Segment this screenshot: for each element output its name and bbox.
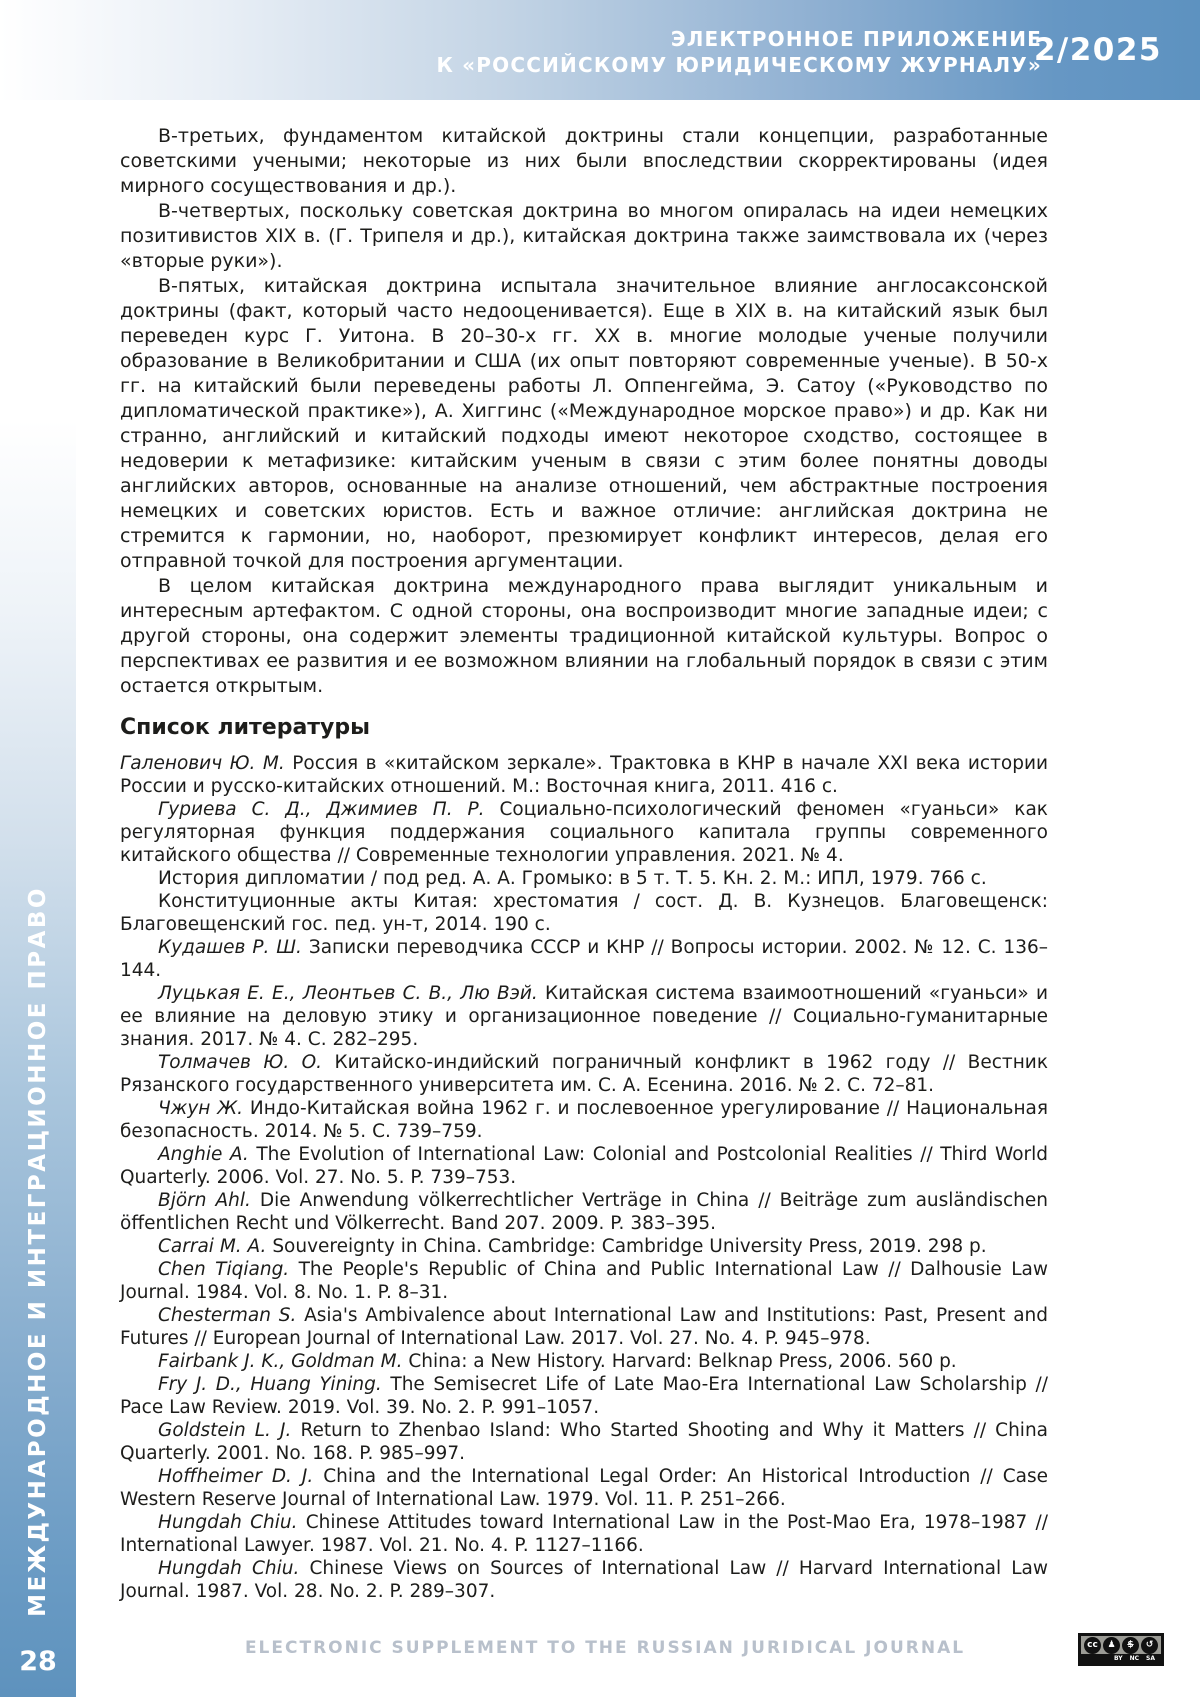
cc-icon: cc — [1084, 1637, 1101, 1654]
reference-entry — [120, 1258, 1048, 1304]
bibliography-heading: Список литературы — [120, 715, 371, 740]
cc-sa-icon: ↺ — [1141, 1637, 1158, 1654]
reference-text: Chinese Views on Sources of International Law // Harvard International Law Journal. 1987. Vol. 28. No. 2. P. 289–307. — [120, 1558, 1048, 1602]
reference-text: Индо-Китайская война 1962 г. и послевоенное урегулирование // Национальная безопасность. 2014. № 5. С. 739–759. — [120, 1098, 1049, 1142]
reference-text: The People's Republic of China and Public International Law // Dalhousie Law Journal. 1984. Vol. 8. No. 1. P. 8–31. — [120, 1259, 1048, 1303]
cc-license-badge — [1078, 1633, 1164, 1666]
section-side-strip — [0, 100, 76, 1697]
footer-journal-name: ELECTRONIC SUPPLEMENT TO THE RUSSIAN JURIDICAL JOURNAL — [244, 1638, 966, 1658]
body-paragraph: В-пятых, китайская доктрина испытала значительное влияние англосаксонской доктрины (факт, который часто недооценивается). Еще в XIX в. на китайский язык был переведен курс Г. Уитона. В 20–30-х гг. XX в. многие молодые ученые получили образование в Великобритании и США (их опыт повторяют современные ученые). В 50-х гг. на китайский были переведены работы Л. Оппенгейма, Э. Сатоу («Руководство по дипломатической практике»), А. Хиггинс («Международное морское право») и др. Как ни странно, английский и китайский подходы имеют некоторое сходство, состоящее в недоверии к метафизике: китайским ученым в связи с этим более понятны доводы английских авторов, основанные на анализе отношений, чем абстрактные построения немецких и советских юристов. Есть и важное отличие: английская доктрина не стремится к гармонии, но, наоборот, презюмирует конфликт интересов, делая его отправной точкой для построения аргументации. — [120, 275, 1048, 572]
reference-list — [120, 752, 1048, 1603]
reference-entry — [120, 1097, 1048, 1143]
reference-text: Китайско-индийский пограничный конфликт в 1962 году // Вестник Рязанского государственного университета им. С. А. Есенина. 2016. № 2. С. 72–81. — [120, 1052, 1049, 1096]
cc-by-icon: ♟ — [1103, 1637, 1120, 1654]
reference-entry — [120, 752, 1048, 798]
reference-authors: Björn Ahl. — [158, 1190, 260, 1211]
reference-authors: Кудашев Р. Ш. — [158, 937, 309, 958]
section-title-vertical: МЕЖДУНАРОДНОЕ И ИНТЕГРАЦИОННОЕ ПРАВО — [25, 886, 51, 1617]
reference-authors: Goldstein L. J. — [158, 1420, 301, 1441]
reference-authors: Чжун Ж. — [158, 1098, 250, 1119]
reference-entry — [120, 1511, 1048, 1557]
reference-text: Souvereignty in China. Cambridge: Cambridge University Press, 2019. 298 p. — [272, 1236, 987, 1257]
reference-authors: Chen Tiqiang. — [158, 1259, 299, 1280]
reference-authors: Галенович Ю. М. — [120, 753, 293, 774]
reference-entry — [120, 1235, 1048, 1258]
reference-entry — [120, 1419, 1048, 1465]
reference-authors: Carrai M. A. — [158, 1236, 273, 1257]
reference-authors: Луцькая Е. Е., Леонтьев С. В., Лю Вэй. — [158, 983, 545, 1004]
reference-entry — [120, 1051, 1048, 1097]
reference-text: Die Anwendung völkerrechtlicher Verträge in China // Beiträge zum ausländischen öffentlichen Recht und Völkerrecht. Band 207. 2009. P. 383–395. — [120, 1190, 1048, 1234]
reference-text: China and the International Legal Order: An Historical Introduction // Case Western Reserve Journal of International Law. 1979. Vol. 11. P. 251–266. — [120, 1466, 1048, 1510]
article-body — [120, 124, 1048, 1603]
reference-entry — [120, 1189, 1048, 1235]
reference-text: Китайская система взаимоотношений «гуаньси» и ее влияние на деловую этику и организационное поведение // Социально-гуманитарные знания. 2017. № 4. С. 282–295. — [120, 983, 1049, 1050]
reference-text: Return to Zhenbao Island: Who Started Shooting and Why it Matters // China Quarterly. 2001. No. 168. P. 985–997. — [120, 1420, 1049, 1464]
reference-entry — [120, 1304, 1048, 1350]
reference-text: Записки переводчика СССР и КНР // Вопросы истории. 2002. № 12. С. 136–144. — [120, 937, 1048, 981]
reference-text: Asia's Ambivalence about International Law and Institutions: Past, Present and Futures // European Journal of International Law. 2017. Vol. 27. No. 4. P. 945–978. — [120, 1305, 1048, 1349]
paragraph-block — [120, 124, 1048, 699]
reference-text: China: a New History. Harvard: Belknap Press, 2006. 560 p. — [408, 1351, 957, 1372]
reference-authors: Fairbank J. K., Goldman M. — [158, 1351, 409, 1372]
reference-text: The Semisecret Life of Late Mao-Era International Law Scholarship // Pace Law Review. 2019. Vol. 39. No. 2. P. 991–1057. — [120, 1374, 1049, 1418]
cc-license-icons — [1081, 1636, 1161, 1654]
cc-nc-label: NC — [1129, 1655, 1140, 1662]
reference-entry — [120, 936, 1048, 982]
reference-entry — [120, 1350, 1048, 1373]
issue-number: 2/2025 — [1033, 32, 1162, 68]
body-paragraph: В целом китайская доктрина международного права выглядит уникальным и интересным артефактом. С одной стороны, она воспроизводит многие западные идеи; с другой стороны, она содержит элементы традиционной китайской культуры. Вопрос о перспективах ее развития и ее возможном влиянии на глобальный порядок в связи с этим остается открытым. — [120, 575, 1048, 697]
reference-entry — [120, 1143, 1048, 1189]
reference-text: Chinese Attitudes toward International Law in the Post-Mao Era, 1978–1987 // International Lawyer. 1987. Vol. 21. No. 4. P. 1127–1166. — [120, 1512, 1049, 1556]
reference-text: The Evolution of International Law: Colonial and Postcolonial Realities // Third World Quarterly. 2006. Vol. 27. No. 5. P. 739–753. — [120, 1144, 1049, 1188]
reference-text: Социально-психологический феномен «гуаньси» как регуляторная функция поддержания социального капитала группы современного китайского общества // Современные технологии управления. 2021. № 4. — [120, 799, 1048, 866]
section-title-wrap — [0, 886, 76, 1617]
reference-authors: Fry J. D., Huang Yining. — [158, 1374, 391, 1395]
reference-authors: Гуриева С. Д., Джимиев П. Р. — [158, 799, 500, 820]
reference-text: История дипломатии / под ред. А. А. Громыко: в 5 т. Т. 5. Кн. 2. М.: ИПЛ, 1979. 766 с. — [158, 868, 987, 889]
body-paragraph: В-третьих, фундаментом китайской доктрины стали концепции, разработанные советскими учеными; некоторые из них были впоследствии скорректированы (идея мирного сосуществования и др.). — [120, 125, 1048, 197]
body-paragraph: В-четвертых, поскольку советская доктрина во многом опиралась на идеи немецких позитивистов XIX в. (Г. Трипеля и др.), китайская доктрина также заимствовала их (через «вторые руки»). — [120, 200, 1048, 272]
reference-authors: Chesterman S. — [158, 1305, 305, 1326]
cc-by-label: BY — [1114, 1655, 1123, 1662]
journal-title-line2: К «РОССИЙСКОМУ ЮРИДИЧЕСКОМУ ЖУРНАЛУ» — [436, 53, 1042, 77]
reference-authors: Anghie A. — [158, 1144, 257, 1165]
cc-sa-label: SA — [1146, 1655, 1155, 1662]
cc-license-labels — [1081, 1654, 1161, 1663]
journal-title-line1: ЭЛЕКТРОННОЕ ПРИЛОЖЕНИЕ — [670, 27, 1042, 51]
reference-text: Россия в «китайском зеркале». Трактовка в КНР в начале XXI века истории России и русско-китайских отношений. М.: Восточная книга, 2011. 416 с. — [120, 753, 1048, 797]
header-band — [0, 0, 1200, 100]
reference-authors: Hungdah Chiu. — [158, 1512, 306, 1533]
reference-text: Конституционные акты Китая: хрестоматия / сост. Д. В. Кузнецов. Благовещенск: Благовещенский гос. пед. ун-т, 2014. 190 с. — [120, 891, 1048, 935]
reference-entry — [120, 1465, 1048, 1511]
reference-entry — [120, 1373, 1048, 1419]
page-number: 28 — [19, 1646, 57, 1677]
reference-entry — [120, 1557, 1048, 1603]
journal-title — [436, 26, 1042, 78]
reference-entry — [120, 867, 1048, 890]
reference-entry — [120, 798, 1048, 867]
cc-nc-icon: $ — [1122, 1637, 1139, 1654]
reference-authors: Hoffheimer D. J. — [158, 1466, 324, 1487]
reference-entry — [120, 982, 1048, 1051]
reference-authors: Hungdah Chiu. — [158, 1558, 310, 1579]
reference-entry — [120, 890, 1048, 936]
reference-authors: Толмачев Ю. О. — [158, 1052, 335, 1073]
